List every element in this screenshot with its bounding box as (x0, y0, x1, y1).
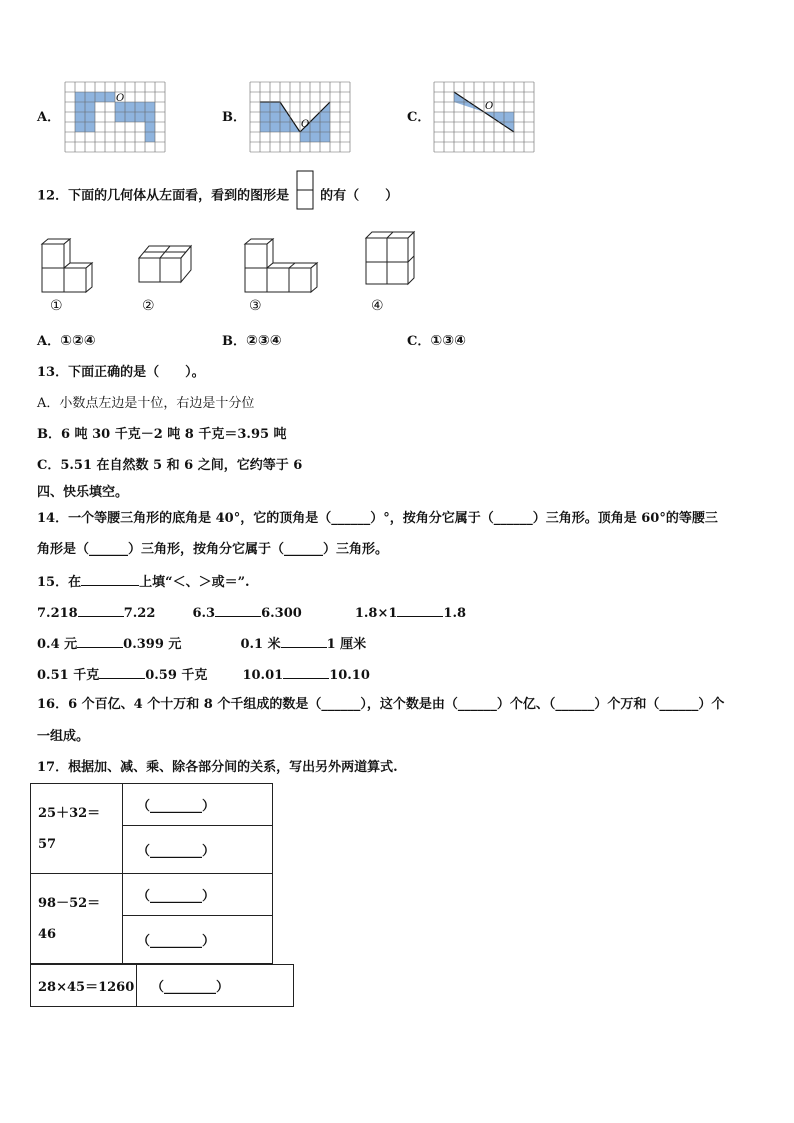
q12-side-view-icon (296, 170, 314, 210)
q15-r3-a-left: 0.51 千克 (37, 668, 100, 683)
q12-option-b[interactable] (222, 333, 282, 350)
q12-solid-2 (135, 240, 199, 290)
q15-r1-b-left: 6.3 (192, 606, 216, 621)
q12-option-c-value: ①③④ (430, 333, 466, 349)
q11-c-origin: O (485, 101, 494, 112)
q12-option-c[interactable] (407, 333, 466, 350)
q15-row-2 (37, 635, 366, 653)
q17-row-2-equation (31, 874, 123, 964)
q11-option-c-label: C． (407, 110, 431, 125)
q17-table-bottom (30, 964, 294, 1007)
q15-r1-b-blank[interactable] (215, 604, 261, 617)
q12-option-b-value: ②③④ (246, 333, 282, 349)
q15-r3-b-right: 10.10 (329, 668, 370, 683)
q17-row-1-eq-part2: 57 (38, 836, 57, 852)
section-4-heading: 四、快乐填空。 (37, 485, 129, 500)
q11-option-a-label: A． (37, 110, 61, 125)
q12-stem-suffix: 的有（ ） (320, 188, 399, 204)
q15-row-3 (37, 666, 370, 684)
q16-line-1: 16．6 个百亿、4 个十万和 8 个千组成的数是（______），这个数是由（______）个亿、（______）个万和（______）个 (37, 697, 725, 712)
q13-option-c[interactable]: C．5.51 在自然数 5 和 6 之间，它约等于 6 (37, 458, 303, 473)
q17-row-3-equation: 28×45＝1260 (31, 965, 137, 1007)
q11-option-b-label: B． (222, 110, 246, 125)
q12-stem-prefix: 12．下面的几何体从左面看，看到的图形是 (37, 188, 290, 204)
q17-row-1-equation (31, 784, 123, 874)
q12-solid-4 (363, 230, 419, 288)
q15-stem-blank (81, 573, 139, 586)
q11-option-c-grid (433, 81, 535, 153)
q13-stem: 13．下面正确的是（ ）。 (37, 365, 205, 380)
q17-stem: 17．根据加、减、乘、除各部分间的关系，写出另外两道算式. (37, 760, 398, 775)
q12-option-c-label: C． (407, 334, 431, 349)
q12-figure-2-label: ② (142, 298, 155, 314)
q15-row-1 (37, 604, 466, 622)
q17-row-2-eq-part1: 98－52＝ (38, 895, 101, 911)
q17-row-2-eq-part2: 46 (38, 926, 57, 942)
q15-r3-a-right: 0.59 千克 (145, 668, 208, 683)
q14-line-1: 14．一个等腰三角形的底角是 40°，它的顶角是（______）°，按角分它属于（______）三角形。顶角是 60°的等腰三 (37, 511, 718, 526)
q15-r1-a-right: 7.22 (123, 606, 156, 621)
q12-figure-3-label: ③ (249, 298, 262, 314)
q15-r2-a-right: 0.399 元 (123, 637, 182, 652)
q15-r2-b-left: 0.1 米 (240, 637, 281, 652)
q15-r1-c-right: 1.8 (443, 606, 467, 621)
q15-r1-c-blank[interactable] (397, 604, 443, 617)
q17-row-1-eq-part1: 25＋32＝ (38, 805, 101, 821)
q12-solid-3 (242, 238, 320, 296)
q17-row-2-answer-2[interactable]: （________） (123, 916, 273, 964)
q15-stem-a: 15．在 (37, 575, 82, 590)
q15-r2-a-left: 0.4 元 (37, 637, 78, 652)
q14-line-2: 角形是（______）三角形，按角分它属于（______）三角形。 (37, 542, 389, 557)
q12-solid-1 (38, 238, 98, 296)
q11-option-a-grid (64, 81, 166, 153)
q12-option-a[interactable] (37, 333, 96, 350)
q15-r2-a-blank[interactable] (77, 635, 123, 648)
q12-figure-1-label: ① (50, 298, 63, 314)
q17-row-2-answer-1[interactable]: （________） (123, 874, 273, 916)
q15-r3-b-blank[interactable] (283, 666, 329, 679)
q12-stem (37, 182, 398, 210)
q15-r3-b-left: 10.01 (242, 668, 284, 683)
q17-row-3-answer[interactable]: （________） (137, 965, 294, 1007)
q15-r1-b-right: 6.300 (261, 606, 302, 621)
q12-option-a-value: ①②④ (60, 333, 96, 349)
q15-r2-b-right: 1 厘米 (326, 637, 367, 652)
q15-r1-a-left: 7.218 (37, 606, 78, 621)
q12-option-a-label: A． (37, 334, 61, 349)
q13-option-a[interactable]: A．小数点左边是十位，右边是十分位 (37, 396, 255, 411)
q12-figure-4-label: ④ (371, 298, 384, 314)
q15-stem (37, 573, 250, 591)
q17-table-top (30, 783, 273, 964)
q17-row-1-answer-2[interactable]: （________） (123, 826, 273, 874)
q15-r1-c-left: 1.8×1 (354, 606, 398, 621)
q15-r1-a-blank[interactable] (78, 604, 124, 617)
q16-line-2: 一组成。 (37, 729, 90, 744)
q11-b-origin: O (301, 119, 310, 130)
q15-r2-b-blank[interactable] (281, 635, 327, 648)
q13-option-b[interactable]: B．6 吨 30 千克－2 吨 8 千克＝3.95 吨 (37, 427, 287, 442)
q11-a-origin: O (116, 93, 125, 104)
q15-r3-a-blank[interactable] (99, 666, 145, 679)
q17-row-1-answer-1[interactable]: （________） (123, 784, 273, 826)
q15-stem-b: 上填“＜、＞或＝”. (139, 575, 250, 590)
q12-option-b-label: B． (222, 334, 246, 349)
q11-option-b-grid (249, 81, 351, 153)
